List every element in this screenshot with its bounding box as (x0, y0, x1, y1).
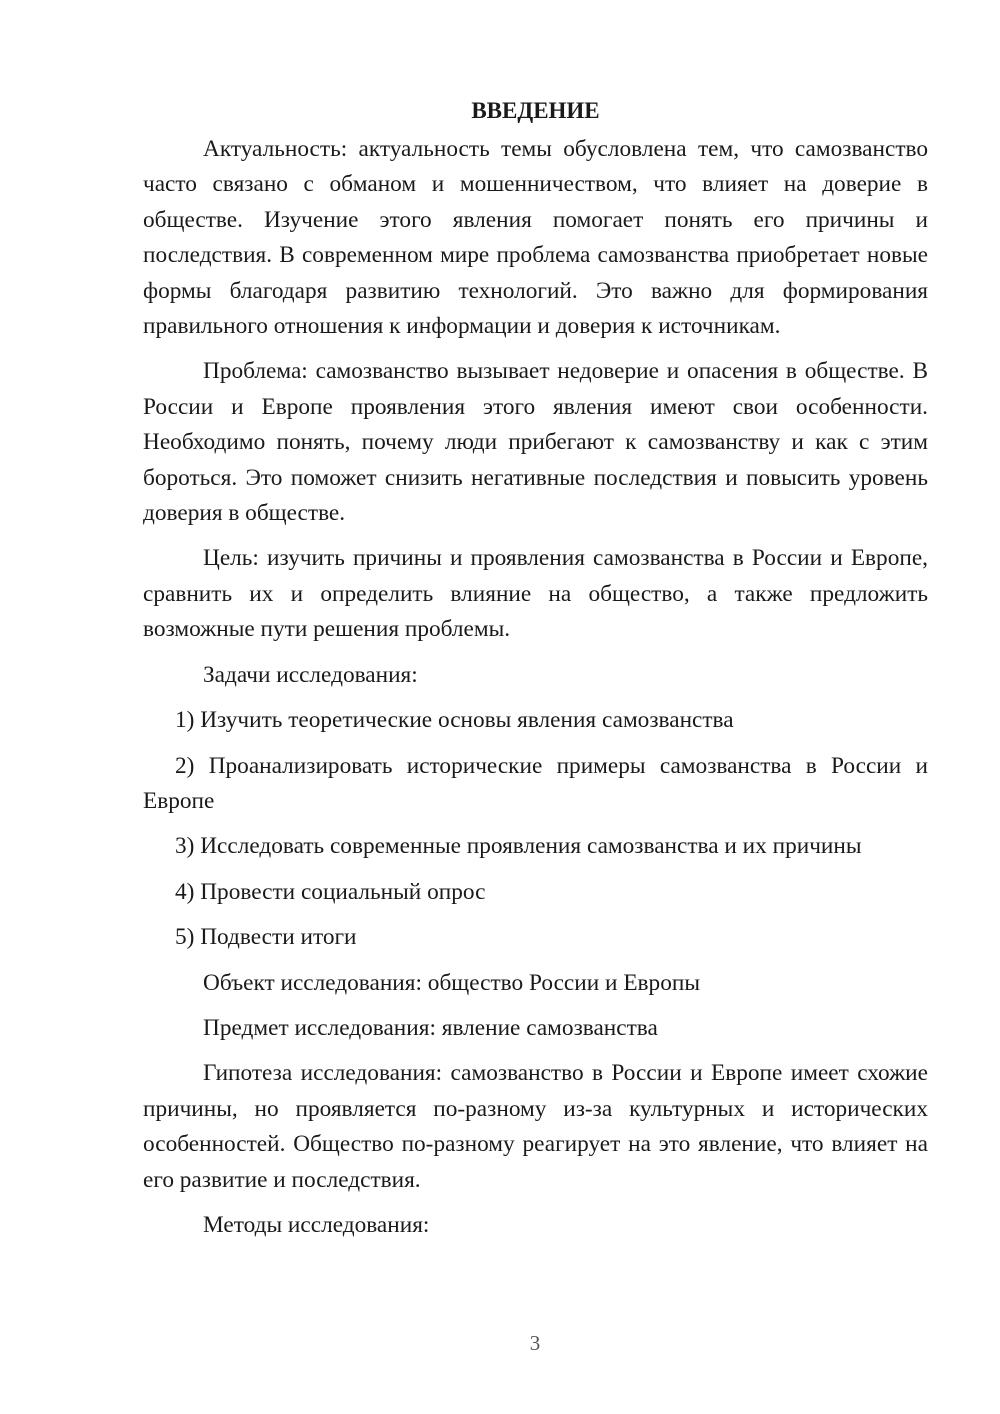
methods-label: Методы исследования: (203, 1211, 430, 1238)
task-item-3: 3) Исследовать современные проявления самозванства и их причины (175, 833, 862, 860)
relevance-paragraph: Актуальность: актуальность темы обусловлена тем, что самозванство часто связано с обманом и мошенничеством, что влияет на доверие в обществе. Изучение этого явления помогает понять его причины и последствия. В современном мире проблема самозванства приобретает новые формы благодаря развитию технологий. Это важно для формирования правильного отношения к информации и доверия к источникам. (143, 136, 928, 340)
task-item-4: 4) Провести социальный опрос (175, 878, 486, 905)
goal-paragraph: Цель: изучить причины и проявления самозванства в России и Европе, сравнить их и определить влияние на общество, а также предложить возможные пути решения проблемы. (143, 545, 928, 643)
hypothesis-paragraph: Гипотеза исследования: самозванство в России и Европе имеет схожие причины, но проявляется по-разному из-за культурных и исторических особенностей. Общество по-разному реагирует на это явление, что влияет на его развитие и последствия. (143, 1060, 928, 1193)
task-item-1: 1) Изучить теоретические основы явления самозванства (175, 707, 734, 734)
section-heading: ВВЕДЕНИЕ (471, 98, 600, 123)
tasks-label: Задачи исследования: (203, 661, 418, 688)
research-object: Объект исследования: общество России и Европы (203, 969, 700, 996)
research-subject: Предмет исследования: явление самозванства (203, 1014, 658, 1041)
document-page (143, 93, 928, 1253)
task-item-2: 2) Проанализировать исторические примеры самозванства в России и Европе (143, 752, 928, 814)
page-number: 3 (529, 1331, 541, 1355)
task-item-5: 5) Подвести итоги (175, 924, 357, 951)
problem-paragraph: Проблема: самозванство вызывает недоверие и опасения в обществе. В России и Европе проявления этого явления имеют свои особенности. Необходимо понять, почему люди прибегают к самозванству и как с этим бороться. Это поможет снизить негативные последствия и повысить уровень доверия в обществе. (143, 358, 928, 527)
